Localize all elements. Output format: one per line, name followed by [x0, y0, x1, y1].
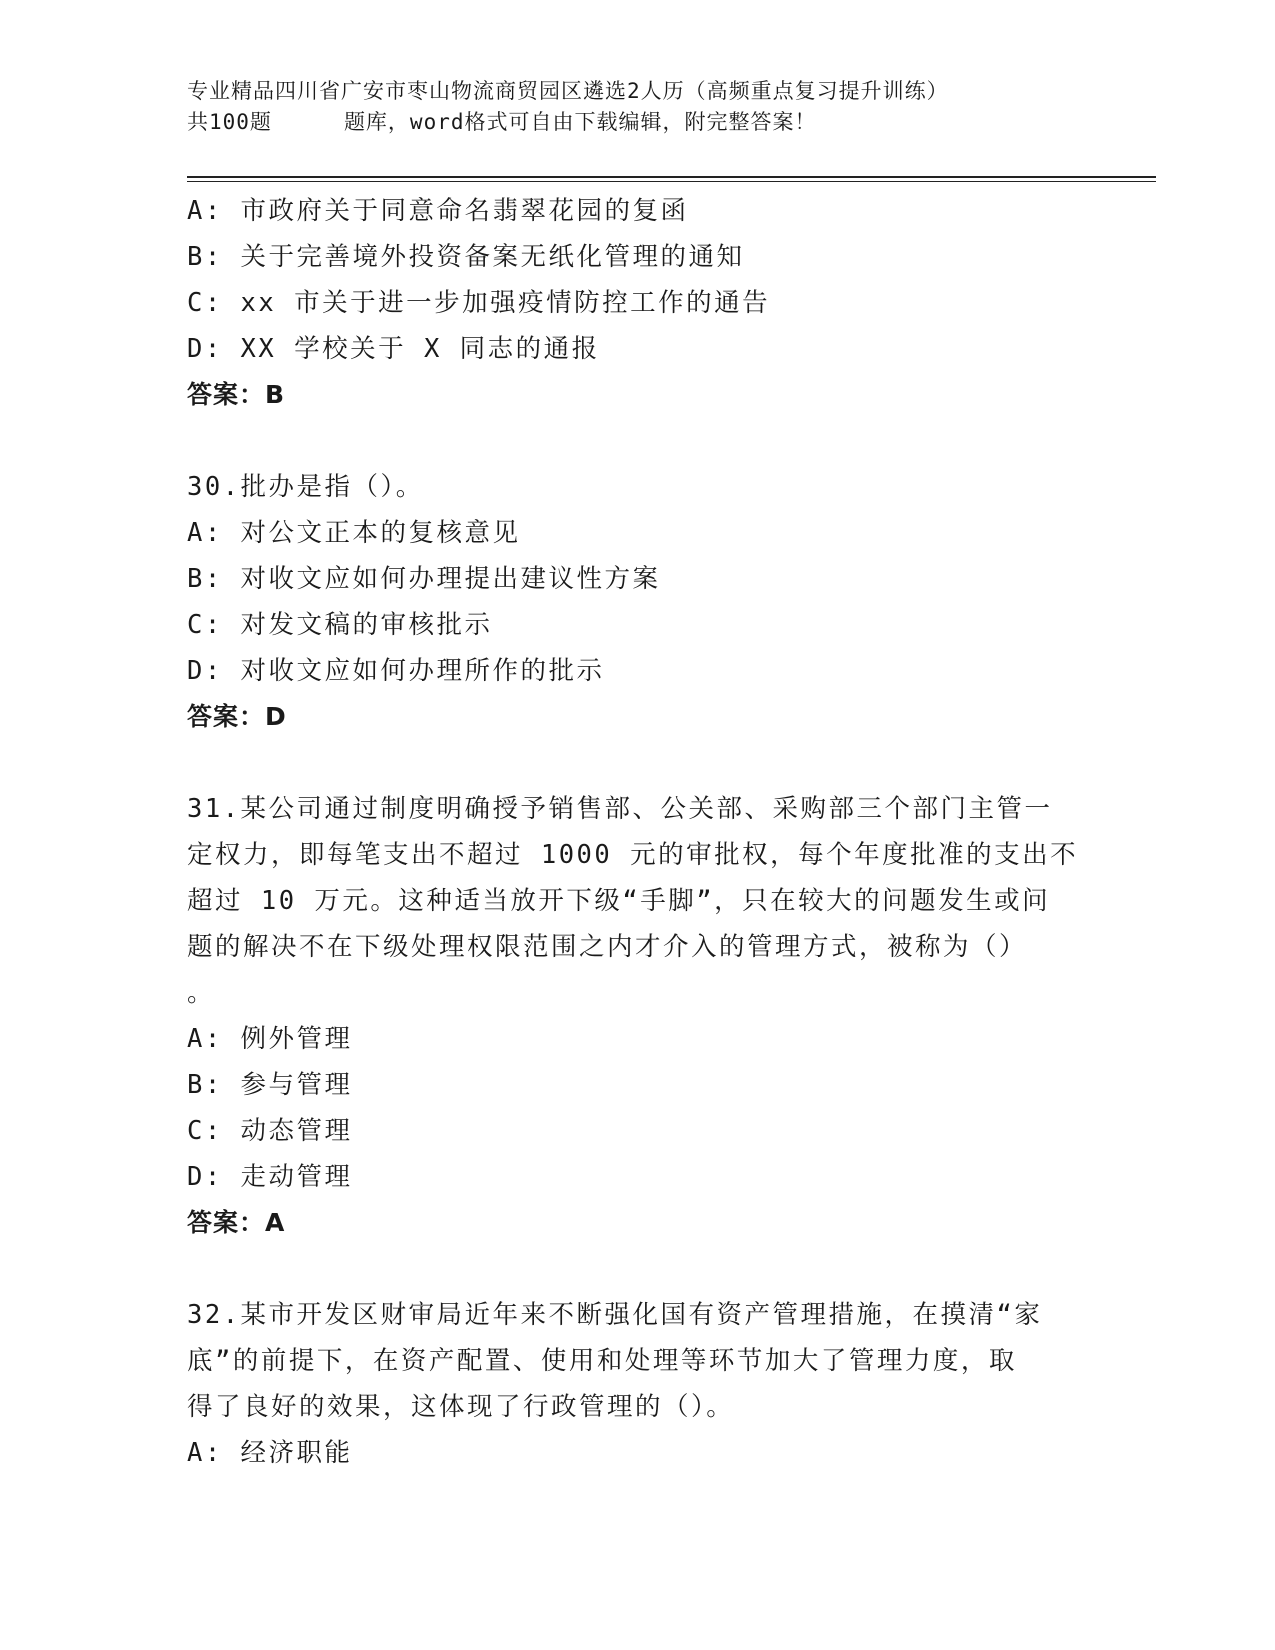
answer-line: 答案：D	[187, 702, 287, 731]
question-stem: 30.批办是指（）。	[187, 472, 424, 502]
option-c: C: 动态管理	[187, 1116, 353, 1146]
question-stem-line: 32.某市开发区财审局近年来不断强化国有资产管理措施，在摸清“家	[187, 1300, 1043, 1330]
option-b: B: 参与管理	[187, 1070, 353, 1100]
option-c: C: xx 市关于进一步加强疫情防控工作的通告	[187, 288, 771, 318]
question-stem-line: 。	[187, 978, 216, 1008]
header-rule-thin	[187, 181, 1156, 182]
header-description: 题库，word格式可自由下载编辑，附完整答案！	[343, 110, 817, 134]
option-d: D: XX 学校关于 X 同志的通报	[187, 334, 600, 364]
option-a: A: 市政府关于同意命名翡翠花园的复函	[187, 196, 689, 226]
option-a: A: 例外管理	[187, 1024, 353, 1054]
question-stem-line: 31.某公司通过制度明确授予销售部、公关部、采购部三个部门主管一	[187, 794, 1053, 824]
option-d: D: 走动管理	[187, 1162, 353, 1192]
option-a: A: 对公文正本的复核意见	[187, 518, 521, 548]
question-content	[187, 188, 1087, 1476]
option-a: A: 经济职能	[187, 1438, 353, 1468]
option-d: D: 对收文应如何办理所作的批示	[187, 656, 605, 686]
question-stem-line: 底”的前提下，在资产配置、使用和处理等环节加大了管理力度，取	[187, 1346, 1017, 1376]
question-30-block	[187, 464, 1087, 740]
question-29-block	[187, 188, 1087, 418]
header-subtitle	[187, 107, 1087, 138]
header-rule-thick	[187, 176, 1156, 178]
option-b: B: 对收文应如何办理提出建议性方案	[187, 564, 661, 594]
header-title: 专业精品四川省广安市枣山物流商贸园区遴选2人历（高频重点复习提升训练）	[187, 79, 949, 103]
question-stem-line: 得了良好的效果，这体现了行政管理的（）。	[187, 1392, 735, 1422]
document-header	[187, 76, 1087, 138]
question-stem-line: 题的解决不在下级处理权限范围之内才介入的管理方式，被称为（）	[187, 932, 1028, 962]
question-stem-line: 定权力，即每笔支出不超过 1000 元的审批权，每个年度批准的支出不	[187, 840, 1079, 870]
option-c: C: 对发文稿的审核批示	[187, 610, 493, 640]
question-31-block	[187, 786, 1087, 1246]
option-b: B: 关于完善境外投资备案无纸化管理的通知	[187, 242, 745, 272]
answer-line: 答案：B	[187, 380, 286, 409]
question-32-block	[187, 1292, 1087, 1476]
question-stem-line: 超过 10 万元。这种适当放开下级“手脚”，只在较大的问题发生或问	[187, 886, 1051, 916]
header-question-count: 共100题	[187, 110, 272, 134]
answer-line: 答案：A	[187, 1208, 286, 1237]
